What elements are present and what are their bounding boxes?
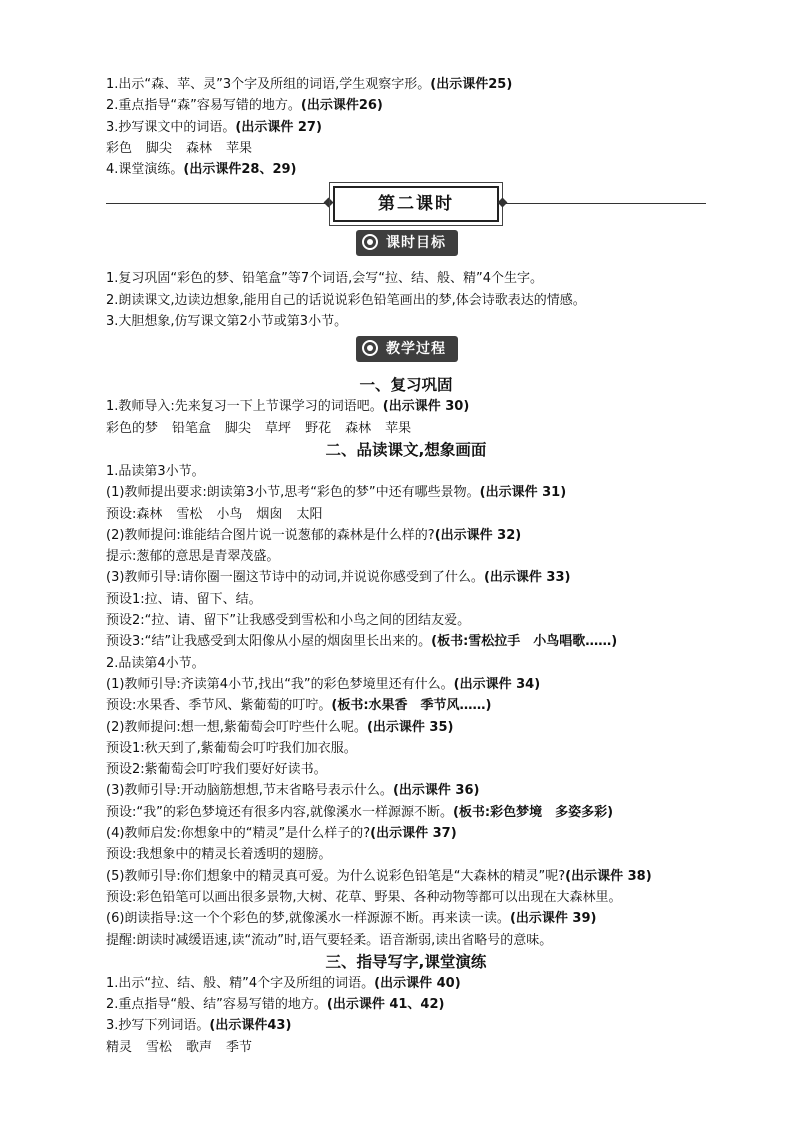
text-line xyxy=(106,738,706,759)
text-line xyxy=(106,631,706,652)
line-text: 预设1:秋天到了,紫葡萄会叮咛我们加衣服。 xyxy=(106,740,357,756)
text-line: 3.大胆想象,仿写课文第2小节或第3小节。 xyxy=(106,314,348,330)
text-line xyxy=(106,396,706,417)
text-line xyxy=(106,973,706,994)
text-line xyxy=(106,717,706,738)
word-item: 彩色的梦 xyxy=(106,420,159,436)
line-text: 预设:我想象中的精灵长着透明的翅膀。 xyxy=(106,847,332,863)
word-item: 脚尖 xyxy=(225,420,252,436)
text-line xyxy=(106,117,706,138)
text-line xyxy=(106,525,706,546)
word-item: 苹果 xyxy=(226,140,253,156)
line-text: 预设2:紫葡萄会叮咛我们要好好读书。 xyxy=(106,762,327,778)
line-text: 预设:彩色铅笔可以画出很多景物,大树、花草、野果、各种动物等都可以出现在大森林里。 xyxy=(106,889,622,905)
line-text: (1)教师提出要求:朗读第3小节,思考“彩色的梦”中还有哪些景物。 xyxy=(106,485,480,501)
word-item: 野花 xyxy=(305,420,332,436)
text-line xyxy=(106,589,706,610)
text-line: 2.朗读课文,边读边想象,能用自己的话说说彩色铅笔画出的梦,体会诗歌表达的情感。 xyxy=(106,292,586,308)
line-text: 提示:葱郁的意思是青翠茂盛。 xyxy=(106,549,280,565)
prev-lesson-steps xyxy=(106,74,706,180)
word-item: 森林 xyxy=(345,420,372,436)
text-line xyxy=(106,930,706,951)
courseware-ref: (出示课件 32) xyxy=(434,527,522,543)
word-item: 森林 xyxy=(186,140,213,156)
courseware-ref: (出示课件28、29) xyxy=(183,162,297,178)
section-title-reading: 二、品读课文,想象画面 xyxy=(325,440,487,459)
process-badge xyxy=(356,336,458,362)
section-writing xyxy=(106,973,706,1058)
courseware-ref: (出示课件26) xyxy=(300,98,383,114)
section-title-writing: 三、指导写字,课堂演练 xyxy=(325,952,487,971)
courseware-ref: (出示课件 36) xyxy=(392,783,480,799)
line-text: (5)教师引导:你们想象中的精灵真可爱。为什么说彩色铅笔是“大森林的精灵”呢? xyxy=(106,868,566,884)
section-review xyxy=(106,396,706,439)
line-text: (3)教师引导:请你圈一圈这节诗中的动词,并说说你感受到了什么。 xyxy=(106,570,484,586)
text-line xyxy=(106,908,706,929)
line-text: (3)教师引导:开动脑筋想想,节末省略号表示什么。 xyxy=(106,783,393,799)
word-item: 烟囱 xyxy=(256,506,283,522)
text-line xyxy=(106,653,706,674)
word-list xyxy=(106,418,706,439)
text-line xyxy=(106,994,706,1015)
target-icon xyxy=(362,234,378,250)
courseware-ref: (出示课件 31) xyxy=(479,485,567,501)
text-line xyxy=(106,802,706,823)
word-list xyxy=(106,1037,706,1058)
courseware-ref: (板书:彩色梦境 多姿多彩) xyxy=(452,804,614,820)
line-text: 预设2:“拉、请、留下”让我感受到雪松和小鸟之间的团结友爱。 xyxy=(106,613,471,629)
text-line xyxy=(106,461,706,482)
text-line xyxy=(106,546,706,567)
courseware-ref: (出示课件 38) xyxy=(565,868,652,884)
word-item: 脚尖 xyxy=(146,140,173,156)
word-item: 草坪 xyxy=(265,420,292,436)
courseware-ref: (出示课件 27) xyxy=(235,119,322,135)
line-text: 预设:“我”的彩色梦境还有很多内容,就像溪水一样源源不断。 xyxy=(106,804,453,820)
text-line xyxy=(106,887,706,908)
line-text: 1.品读第3小节。 xyxy=(106,463,205,479)
line-text: (2)教师提问:谁能结合图片说一说葱郁的森林是什么样的? xyxy=(106,527,435,543)
line-text: 3.抄写课文中的词语。 xyxy=(106,119,236,135)
line-text: 1.出示“拉、结、般、精”4个字及所组的词语。 xyxy=(106,975,375,991)
text-line: 1.复习巩固“彩色的梦、铅笔盒”等7个词语,会写“拉、结、般、精”4个生字。 xyxy=(106,271,544,287)
text-line xyxy=(106,866,706,887)
courseware-ref: (出示课件 33) xyxy=(483,570,571,586)
word-item: 小鸟 xyxy=(216,506,243,522)
section-reading xyxy=(106,461,706,951)
courseware-ref: (出示课件 35) xyxy=(366,719,454,735)
lesson-goals xyxy=(106,268,706,332)
text-line xyxy=(106,95,706,116)
word-item: 太阳 xyxy=(296,506,323,522)
line-text: (2)教师提问:想一想,紫葡萄会叮咛些什么呢。 xyxy=(106,719,367,735)
courseware-ref: (出示课件25) xyxy=(430,77,513,92)
line-text: 1.出示“森、苹、灵”3个字及所组的词语,学生观察字形。 xyxy=(106,77,431,92)
process-badge-row xyxy=(106,332,706,368)
text-line xyxy=(106,674,706,695)
divider-rule-right xyxy=(502,203,706,204)
line-text: (6)朗读指导:这一个个彩色的梦,就像溪水一样源源不断。再来读一读。 xyxy=(106,911,510,927)
text-line xyxy=(106,567,706,588)
line-text: 预设1:拉、请、留下、结。 xyxy=(106,591,262,607)
text-line xyxy=(106,482,706,503)
word-item: 铅笔盒 xyxy=(172,420,212,436)
lesson-divider xyxy=(106,182,706,222)
target-icon xyxy=(362,340,378,356)
word-item: 预设:森林 xyxy=(106,506,163,522)
line-text: 1.教师导入:先来复习一下上节课学习的词语吧。 xyxy=(106,399,383,415)
word-item: 歌声 xyxy=(186,1039,213,1055)
courseware-ref: (板书:雪松拉手 小鸟唱歌……) xyxy=(431,634,618,650)
word-item: 雪松 xyxy=(146,1039,173,1055)
line-text: (1)教师引导:齐读第4小节,找出“我”的彩色梦境里还有什么。 xyxy=(106,676,454,692)
line-text: (4)教师启发:你想象中的“精灵”是什么样子的? xyxy=(106,826,371,842)
word-item: 雪松 xyxy=(176,506,203,522)
line-text: 提醒:朗读时减缓语速,读“流动”时,语气要轻柔。语音渐弱,读出省略号的意味。 xyxy=(106,932,553,948)
text-line xyxy=(106,74,706,95)
text-line xyxy=(106,159,706,180)
word-item: 精灵 xyxy=(106,1039,133,1055)
line-text: 3.抄写下列词语。 xyxy=(106,1018,210,1034)
courseware-ref: (出示课件 39) xyxy=(509,911,597,927)
text-line xyxy=(106,759,706,780)
word-list xyxy=(106,138,706,159)
section-title-review: 一、复习巩固 xyxy=(359,376,453,395)
line-text: 2.品读第4小节。 xyxy=(106,655,205,671)
courseware-ref: (出示课件 40) xyxy=(374,975,461,991)
line-text: 4.课堂演练。 xyxy=(106,162,184,178)
process-badge-label: 教学过程 xyxy=(386,341,446,358)
word-list xyxy=(106,504,706,525)
line-text: 预设3:“结”让我感受到太阳像从小屋的烟囱里长出来的。 xyxy=(106,634,432,650)
courseware-ref: (出示课件 37) xyxy=(370,826,457,842)
text-line xyxy=(106,780,706,801)
courseware-ref: (出示课件 30) xyxy=(382,399,470,415)
goals-badge xyxy=(356,230,458,256)
lesson-title: 第二课时 xyxy=(333,186,499,222)
courseware-ref: (出示课件43) xyxy=(209,1018,292,1034)
line-text: 2.重点指导“森”容易写错的地方。 xyxy=(106,98,301,114)
word-item: 苹果 xyxy=(385,420,412,436)
word-item: 季节 xyxy=(226,1039,253,1055)
courseware-ref: (出示课件 34) xyxy=(453,676,541,692)
goals-badge-label: 课时目标 xyxy=(386,235,446,252)
document-content xyxy=(106,74,706,1058)
line-text: 2.重点指导“般、结”容易写错的地方。 xyxy=(106,997,327,1013)
word-item: 彩色 xyxy=(106,140,133,156)
courseware-ref: (板书:水果香 季节风……) xyxy=(331,698,492,714)
divider-rule-left xyxy=(106,203,328,204)
text-line xyxy=(106,823,706,844)
text-line xyxy=(106,695,706,716)
goals-badge-row xyxy=(106,226,706,262)
text-line xyxy=(106,1015,706,1036)
courseware-ref: (出示课件 41、42) xyxy=(326,997,445,1013)
line-text: 预设:水果香、季节风、紫葡萄的叮咛。 xyxy=(106,698,332,714)
text-line xyxy=(106,610,706,631)
text-line xyxy=(106,844,706,865)
